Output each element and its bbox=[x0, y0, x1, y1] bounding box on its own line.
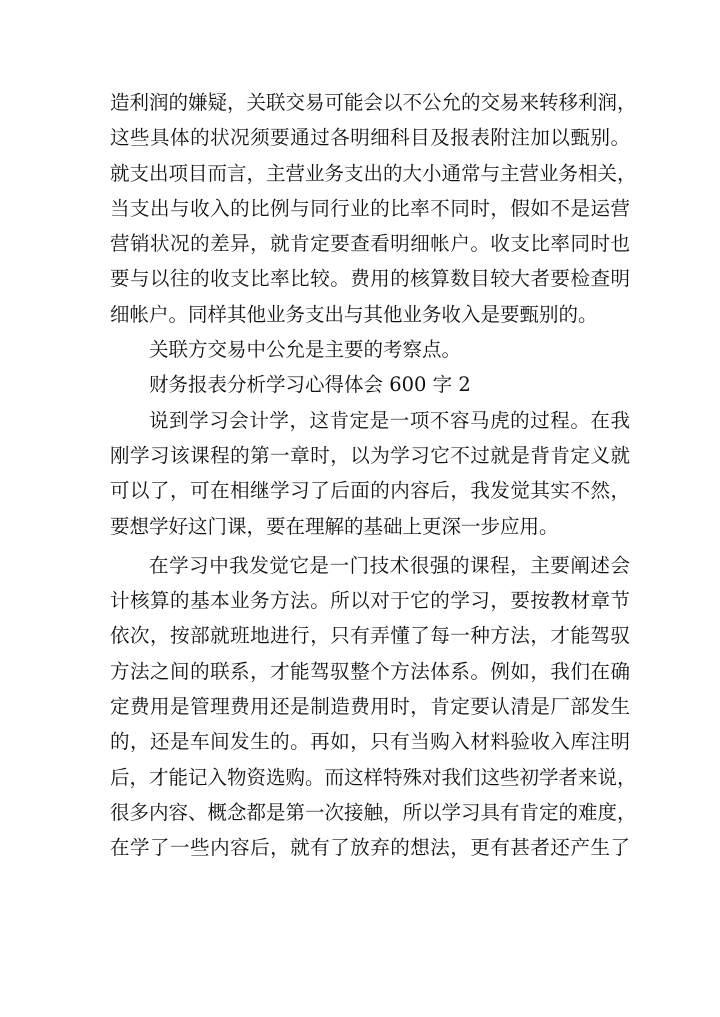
paragraph-4 bbox=[110, 548, 637, 866]
paragraph-1-line-7: 细帐户。同样其他业务支出与其他业务收入是要甄别的。 bbox=[110, 302, 598, 326]
paragraph-1-line-3: 就支出项目而言，主营业务支出的大小通常与主营业务相关， bbox=[110, 161, 637, 185]
paragraph-1-line-6: 要与以往的收支比率比较。费用的核算数目较大者要检查明 bbox=[110, 267, 630, 291]
section-heading bbox=[110, 367, 630, 402]
paragraph-1-line-2: 这些具体的状况须要通过各明细科目及报表附注加以甄别。 bbox=[110, 126, 630, 150]
paragraph-2-line-1: 关联方交易中公允是主要的考察点。 bbox=[149, 338, 462, 362]
document-body bbox=[110, 85, 637, 866]
paragraph-4-line-1: 在学习中我发觉它是一门技术很强的课程，主要阐述会 bbox=[149, 553, 630, 577]
paragraph-1 bbox=[110, 85, 637, 332]
paragraph-3 bbox=[110, 403, 630, 544]
paragraph-4-line-6: 的，还是车间发生的。再如，只有当购入材料验收入库注明 bbox=[110, 730, 630, 754]
paragraph-1-line-4: 当支出与收入的比例与同行业的比率不同时，假如不是运营 bbox=[110, 196, 630, 220]
paragraph-4-line-3: 依次，按部就班地进行，只有弄懂了每一种方法，才能驾驭 bbox=[110, 624, 630, 648]
paragraph-4-line-9: 在学了一些内容后，就有了放弃的想法，更有甚者还产生了 bbox=[110, 836, 630, 860]
paragraph-3-line-1: 说到学习会计学，这肯定是一项不容马虎的过程。在我 bbox=[149, 408, 630, 432]
paragraph-3-line-2: 刚学习该课程的第一章时，以为学习它不过就是背肯定义就 bbox=[110, 443, 630, 467]
paragraph-1-line-5: 营销状况的差异，就肯定要查看明细帐户。收支比率同时也 bbox=[110, 232, 630, 256]
paragraph-4-line-2: 计核算的基本业务方法。所以对于它的学习，要按教材章节 bbox=[110, 589, 630, 613]
paragraph-4-line-7: 后，才能记入物资选购。而这样特殊对我们这些初学者来说， bbox=[110, 765, 637, 789]
paragraph-3-line-4: 要想学好这门课，要在理解的基础上更深一步应用。 bbox=[110, 514, 559, 538]
paragraph-4-line-5: 定费用是管理费用还是制造费用时，肯定要认清是厂部发生 bbox=[110, 695, 630, 719]
paragraph-4-line-4: 方法之间的联系，才能驾驭整个方法体系。例如，我们在确 bbox=[110, 659, 630, 683]
paragraph-3-line-3: 可以了，可在相继学习了后面的内容后，我发觉其实不然， bbox=[110, 479, 630, 503]
paragraph-4-line-8: 很多内容、概念都是第一次接触，所以学习具有肯定的难度， bbox=[110, 800, 637, 824]
paragraph-1-line-1: 造利润的嫌疑，关联交易可能会以不公允的交易来转移利润， bbox=[110, 91, 637, 114]
paragraph-2 bbox=[110, 332, 630, 367]
section-heading-text: 财务报表分析学习心得体会 600 字 2 bbox=[149, 373, 471, 397]
